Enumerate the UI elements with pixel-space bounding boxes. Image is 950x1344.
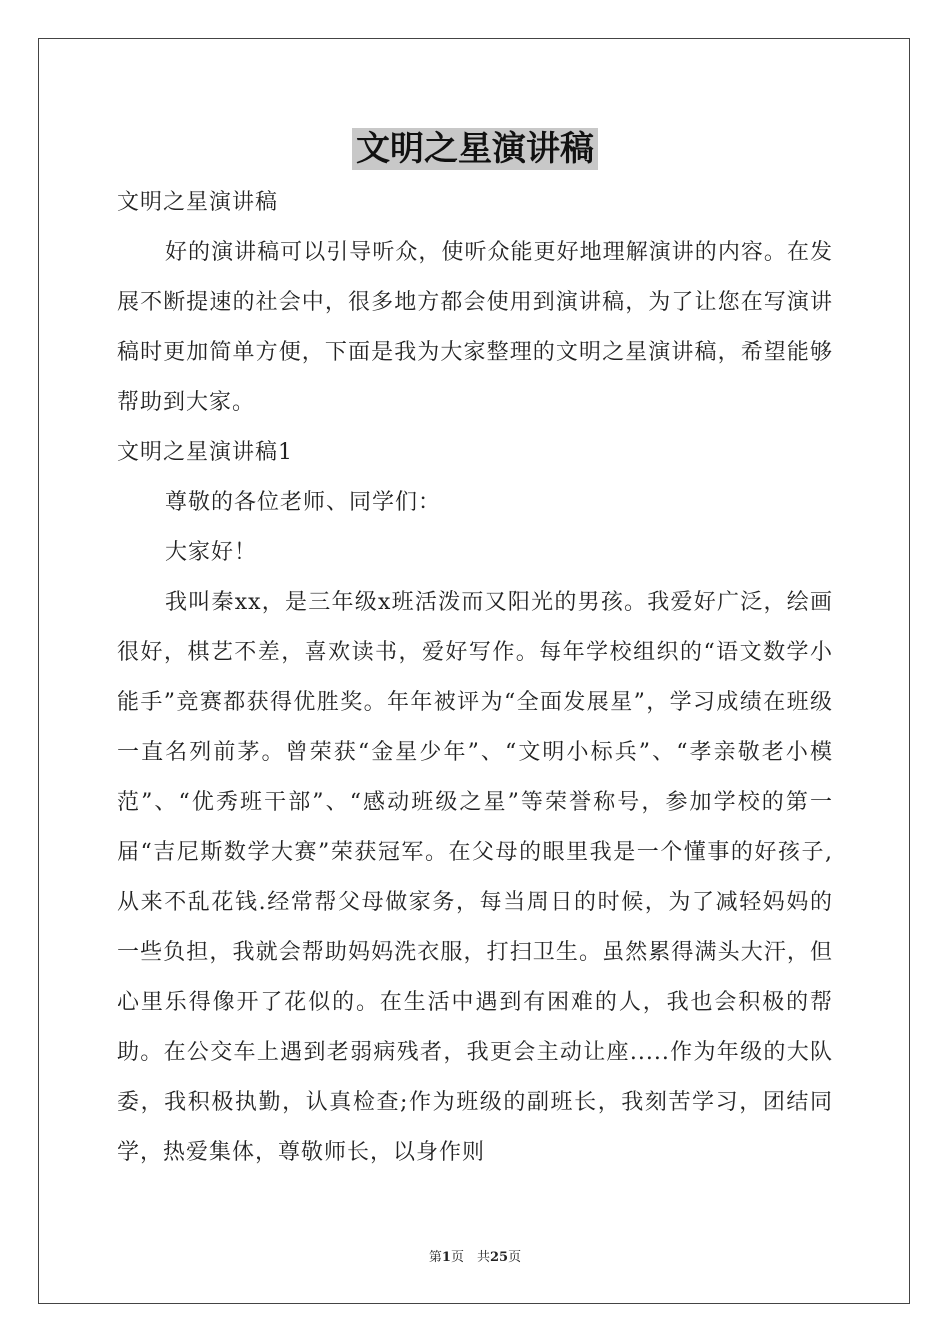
document-body [117, 178, 833, 1178]
intro-paragraph: 好的演讲稿可以引导听众，使听众能更好地理解演讲的内容。在发展不断提速的社会中，很多地方都会使用到演讲稿，为了让您在写演讲稿时更加简单方便，下面是我为大家整理的文明之星演讲稿，希望能够帮助到大家。 [117, 240, 833, 415]
speech-body-paragraph: 我叫秦xx，是三年级x班活泼而又阳光的男孩。我爱好广泛，绘画很好，棋艺不差，喜欢读书，爱好写作。每年学校组织的“语文数学小能手”竞赛都获得优胜奖。年年被评为“全面发展星”，学习成绩在班级一直名列前茅。曾荣获“金星少年”、“文明小标兵”、“孝亲敬老小模范”、“优秀班干部”、“感动班级之星”等荣誉称号，参加学校的第一届“吉尼斯数学大赛”荣获冠军。在父母的眼里我是一个懂事的好孩子,从来不乱花钱.经常帮父母做家务，每当周日的时候，为了减轻妈妈的一些负担，我就会帮助妈妈洗衣服，打扫卫生。虽然累得满头大汗，但心里乐得像开了花似的。在生活中遇到有困难的人，我也会积极的帮助。在公交车上遇到老弱病残者，我更会主动让座.....作为年级的大队委，我积极执勤，认真检查;作为班级的副班长，我刻苦学习，团结同学，热爱集体，尊敬师长，以身作则 [117, 590, 833, 1165]
page-footer [0, 1246, 950, 1265]
footer-mid: 页 共 [450, 1250, 490, 1265]
document-title-wrap [0, 128, 950, 170]
footer-suffix: 页 [508, 1250, 522, 1265]
greeting-paragraph: 大家好！ [165, 540, 258, 565]
section-heading: 文明之星演讲稿1 [117, 440, 293, 465]
footer-total-pages: 25 [489, 1250, 509, 1265]
subtitle-paragraph: 文明之星演讲稿 [117, 190, 279, 215]
footer-prefix: 第 [428, 1250, 442, 1265]
document-title: 文明之星演讲稿 [352, 128, 598, 170]
footer-current-page: 1 [441, 1250, 451, 1265]
salutation-paragraph: 尊敬的各位老师、同学们： [165, 490, 442, 515]
